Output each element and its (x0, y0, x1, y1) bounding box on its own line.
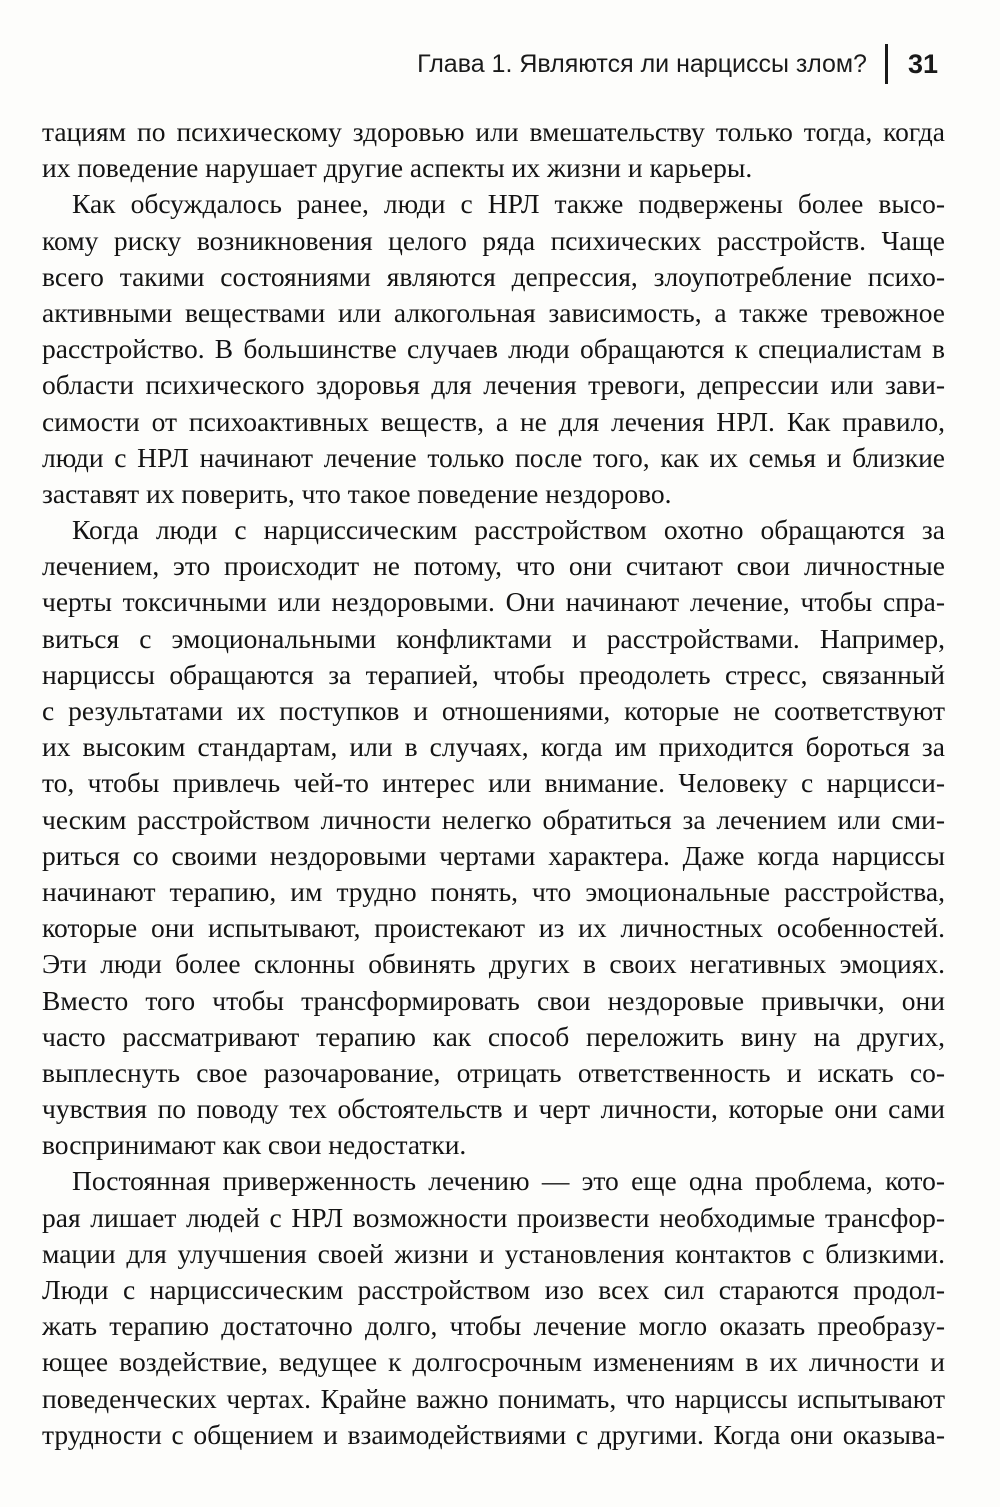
text-line: активными веществами или алкогольная зависимость, а также тревожное (42, 296, 945, 328)
paragraph (42, 512, 945, 1163)
text-line: то, чтобы привлечь чей-то интерес или внимание. Человеку с нарцисси- (42, 767, 945, 799)
page-number: 31 (907, 48, 938, 79)
text-line: которые они испытывают, проистекают из их личностных особенностей. (42, 912, 945, 944)
text-line: мации для улучшения своей жизни и установления контактов с близкими. (42, 1237, 945, 1269)
text-line: ющее воздействие, ведущее к долгосрочным изменениям в их личности и (42, 1346, 945, 1378)
text-line: люди с НРЛ начинают лечение только после того, как их семья и близкие (42, 441, 945, 473)
text-line: тациям по психическому здоровью или вмешательству только тогда, когда (42, 116, 945, 147)
body-text (42, 114, 945, 1453)
text-line: риться со своими нездоровыми чертами характера. Даже когда нарциссы (42, 839, 945, 871)
text-line: Вместо того чтобы трансформировать свои нездоровые привычки, они (42, 984, 945, 1016)
text-line: Когда люди с нарциссическим расстройством охотно обращаются за (72, 514, 945, 546)
text-line: симости от психоактивных веществ, а не для лечения НРЛ. Как правило, (42, 405, 945, 437)
text-line: лечением, это происходит не потому, что они считают свои личностные (42, 550, 945, 582)
paragraph (42, 186, 945, 512)
header-divider (885, 44, 888, 84)
text-line: кому риску возникновения целого ряда психических расстройств. Чаще (42, 224, 945, 256)
paragraph (42, 1163, 945, 1453)
text-line: Как обсуждалось ранее, люди с НРЛ также подвержены более высо- (72, 188, 945, 220)
text-line: нарциссы обращаются за терапией, чтобы преодолеть стресс, связанный (42, 658, 945, 690)
running-title: Глава 1. Являются ли нарциссы злом? (417, 49, 867, 78)
text-line: жать терапию достаточно долго, чтобы лечение могло оказать преобразу- (42, 1310, 945, 1342)
text-line: всего такими состояниями являются депрессия, злоупотребление психо- (42, 260, 945, 292)
text-line: часто рассматривают терапию как способ переложить вину на других, (42, 1020, 945, 1052)
text-line: ческим расстройством личности нелегко обратиться за лечением или сми- (42, 803, 945, 835)
text-line: расстройство. В большинстве случаев люди обращаются к специалистам в (42, 333, 945, 365)
text-line: выплеснуть свое разочарование, отрицать ответственность и искать со- (42, 1056, 945, 1088)
text-line: Люди с нарциссическим расстройством изо всех сил стараются продол- (42, 1274, 945, 1305)
text-line: Постоянная приверженность лечению — это еще одна проблема, кото- (72, 1165, 945, 1197)
text-line: области психического здоровья для лечения тревоги, депрессии или зави- (42, 369, 945, 401)
page-header (417, 44, 938, 84)
text-line: рая лишает людей с НРЛ возможности произвести необходимые трансфор- (42, 1201, 945, 1233)
text-line: их поведение нарушает другие аспекты их жизни и карьеры. (42, 152, 753, 184)
text-line: воспринимают как свои недостатки. (42, 1129, 467, 1161)
paragraph (42, 114, 945, 186)
text-line: с результатами их поступков и отношениями, которые не соответствуют (42, 695, 945, 726)
text-line: трудности с общением и взаимодействиями с другими. Когда они оказыва- (42, 1418, 945, 1450)
text-line: виться с эмоциональными конфликтами и расстройствами. Например, (42, 622, 945, 654)
text-line: Эти люди более склонны обвинять других в своих негативных эмоциях. (42, 948, 945, 980)
text-line: их высоким стандартам, или в случаях, когда им приходится бороться за (42, 731, 945, 763)
text-line: поведенческих чертах. Крайне важно понимать, что нарциссы испытывают (42, 1382, 945, 1414)
text-line: черты токсичными или нездоровыми. Они начинают лечение, чтобы спра- (42, 586, 945, 618)
text-line: начинают терапию, им трудно понять, что эмоциональные расстройства, (42, 875, 945, 907)
text-line: чувствия по поводу тех обстоятельств и черт личности, которые они сами (42, 1093, 945, 1125)
text-line: заставят их поверить, что такое поведение нездорово. (42, 477, 672, 509)
